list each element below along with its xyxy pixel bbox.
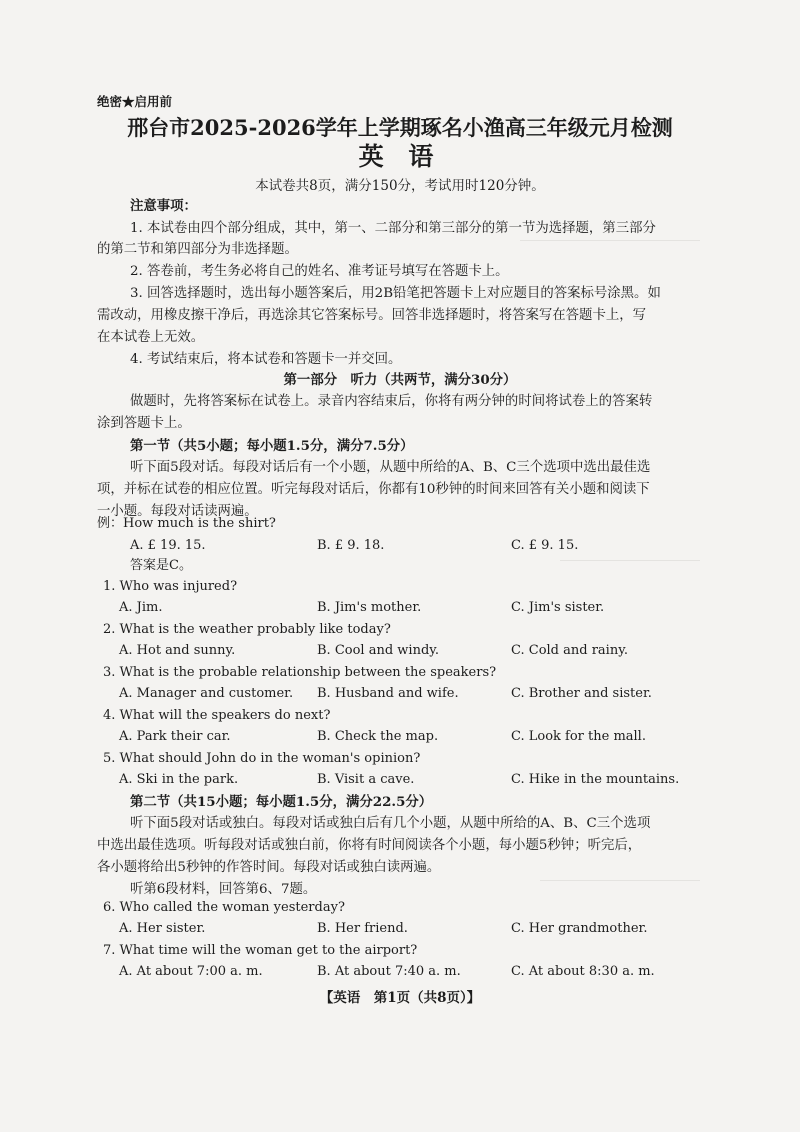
notes-line: 需改动，用橡皮擦干净后，再选涂其它答案标号。回答非选择题时，将答案写在答题卡上，写 <box>97 308 647 323</box>
section1-intro-line: 一小题。每段对话读两遍。 <box>97 504 258 519</box>
section1-intro-line: 听下面5段对话。每段对话后有一个小题，从题中所给的A、B、C三个选项中选出最佳选 <box>130 460 651 475</box>
question-6-option-c: C. Her grandmother. <box>511 921 648 936</box>
confidential-label: 绝密★启用前 <box>97 94 173 109</box>
section2-title: 第二节（共15小题；每小题1.5分，满分22.5分） <box>130 794 433 810</box>
question-3: 3. What is the probable relationship between the speakers? <box>103 665 497 680</box>
example-option-c: C. £ 9. 15. <box>511 538 579 553</box>
notes-line: 4. 考试结束后，将本试卷和答题卡一并交回。 <box>130 352 402 367</box>
question-4-option-b: B. Check the map. <box>317 729 439 744</box>
question-7-option-b: B. At about 7:40 a. m. <box>317 964 461 979</box>
notes-heading: 注意事项： <box>130 198 197 214</box>
show-through-line <box>520 240 700 241</box>
page-footer: 【英语 第1页（共8页）】 <box>319 990 481 1006</box>
question-3-option-b: B. Husband and wife. <box>317 686 459 701</box>
question-4: 4. What will the speakers do next? <box>103 708 331 723</box>
question-6-option-b: B. Her friend. <box>317 921 408 936</box>
question-7: 7. What time will the woman get to the airport? <box>103 943 418 958</box>
notes-line: 在本试卷上无效。 <box>97 330 205 345</box>
notes-line: 2. 答卷前，考生务必将自己的姓名、准考证号填写在答题卡上。 <box>130 264 509 279</box>
section2-intro-line: 听下面5段对话或独白。每段对话或独白后有几个小题，从题中所给的A、B、C三个选项 <box>130 816 651 831</box>
question-5-option-a: A. Ski in the park. <box>119 772 239 787</box>
question-5-option-c: C. Hike in the mountains. <box>511 772 680 787</box>
subject-title: 英 语 <box>358 142 442 171</box>
question-3-option-a: A. Manager and customer. <box>119 686 294 701</box>
question-2-option-b: B. Cool and windy. <box>317 643 440 658</box>
show-through-line <box>560 560 700 561</box>
question-3-option-c: C. Brother and sister. <box>511 686 652 701</box>
question-4-option-a: A. Park their car. <box>119 729 231 744</box>
exam-title: 邢台市2025-2026学年上学期琢名小渔高三年级元月检测 <box>127 115 673 140</box>
question-6-option-a: A. Her sister. <box>119 921 206 936</box>
question-2-option-c: C. Cold and rainy. <box>511 643 628 658</box>
question-7-option-c: C. At about 8:30 a. m. <box>511 964 655 979</box>
example-option-b: B. £ 9. 18. <box>317 538 385 553</box>
notes-line: 的第二节和第四部分为非选择题。 <box>97 242 298 257</box>
notes-line: 3. 回答选择题时，选出每小题答案后，用2B铅笔把答题卡上对应题目的答案标号涂黑。如 <box>130 286 661 301</box>
question-2: 2. What is the weather probably like today? <box>103 622 391 637</box>
material-instruction: 听第6段材料，回答第6、7题。 <box>130 882 317 897</box>
question-1-option-a: A. Jim. <box>119 600 163 615</box>
question-5-option-b: B. Visit a cave. <box>317 772 415 787</box>
part1-title: 第一部分 听力（共两节，满分30分） <box>283 372 517 388</box>
notes-line: 1. 本试卷由四个部分组成，其中，第一、二部分和第三部分的第一节为选择题，第三部分 <box>130 221 656 236</box>
question-7-option-a: A. At about 7:00 a. m. <box>119 964 263 979</box>
section1-title: 第一节（共5小题；每小题1.5分，满分7.5分） <box>130 438 414 454</box>
example-option-a: A. £ 19. 15. <box>130 538 206 553</box>
exam-info: 本试卷共8页，满分150分，考试用时120分钟。 <box>255 178 545 194</box>
example-question: 例：How much is the shirt? <box>97 516 276 531</box>
part1-intro-line: 做题时，先将答案标在试卷上。录音内容结束后，你将有两分钟的时间将试卷上的答案转 <box>130 394 653 409</box>
question-6: 6. Who called the woman yesterday? <box>103 900 345 915</box>
section2-intro-line: 各小题将给出5秒钟的作答时间。每段对话或独白读两遍。 <box>97 860 441 875</box>
question-4-option-c: C. Look for the mall. <box>511 729 646 744</box>
show-through-line <box>540 880 700 881</box>
question-2-option-a: A. Hot and sunny. <box>119 643 236 658</box>
question-1-option-b: B. Jim's mother. <box>317 600 422 615</box>
section2-intro-line: 中选出最佳选项。听每段对话或独白前，你将有时间阅读各个小题，每小题5秒钟；听完后， <box>97 838 642 853</box>
part1-intro-line: 涂到答题卡上。 <box>97 416 191 431</box>
example-answer: 答案是C。 <box>130 558 192 573</box>
question-5: 5. What should John do in the woman's opinion? <box>103 751 421 766</box>
section1-intro-line: 项，并标在试卷的相应位置。听完每段对话后，你都有10秒钟的时间来回答有关小题和阅读下 <box>97 482 650 497</box>
question-1-option-c: C. Jim's sister. <box>511 600 605 615</box>
question-1: 1. Who was injured? <box>103 579 238 594</box>
